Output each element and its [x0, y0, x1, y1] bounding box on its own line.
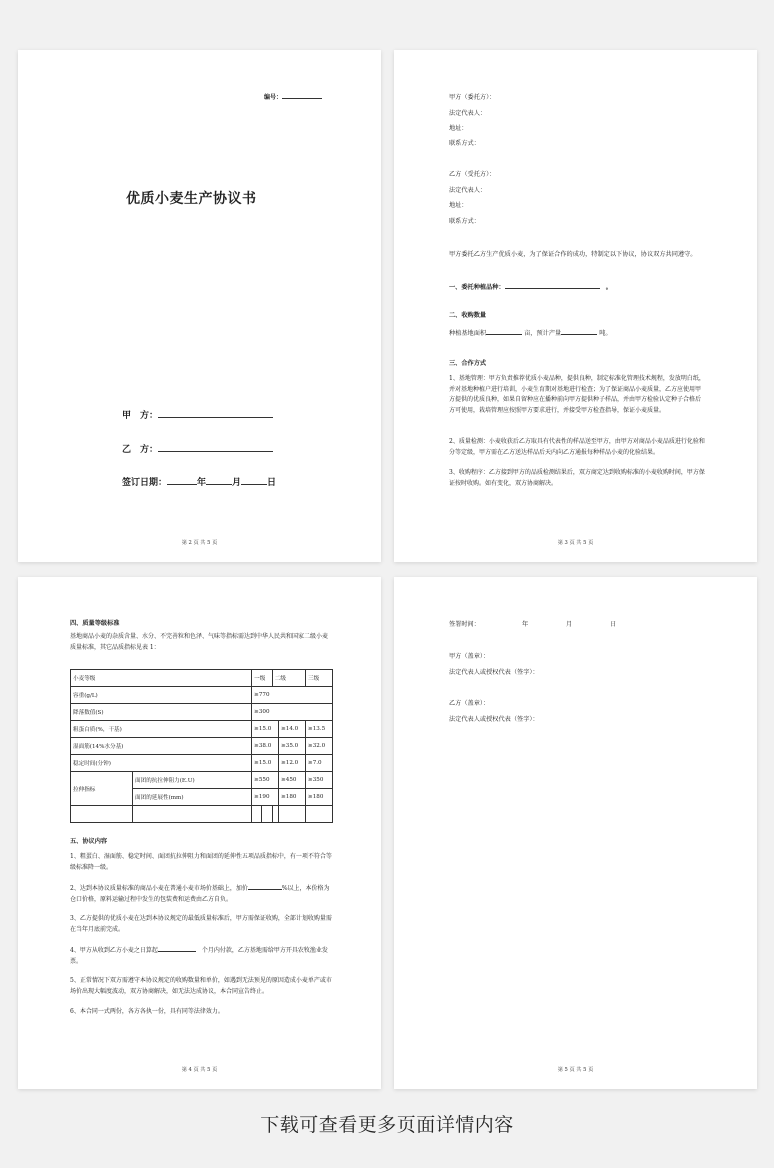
payment-text: 4、甲方从收到乙方小麦之日算起	[70, 947, 158, 954]
party-a-seal: 甲方（盖章）：	[449, 653, 490, 660]
day-blank	[241, 476, 267, 485]
table-cell	[133, 806, 252, 823]
table-cell: ≥190	[252, 789, 279, 806]
section-5-paragraph-3: 3、乙方提供的优质小麦在达到本协议规定的最低质量标准后，甲方需保证收购，全部计划收购量需在当年月底前完成。	[70, 915, 332, 933]
table-header-row	[71, 670, 333, 687]
intro-text: 甲方委托乙方生产优质小麦，为了保证合作的成功，特制定以下协议，协议双方共同遵守。	[449, 251, 697, 258]
table-cell: ≥350	[306, 772, 333, 789]
section-4-title: 四、质量等级标准	[70, 620, 120, 627]
section-1	[449, 282, 612, 292]
table-row	[71, 704, 333, 721]
section-3-paragraph-1: 1、基地管理：甲方负责推荐优质小麦品种，提供良种，制定标准化管理技术规程，发放明白纸，并对基地种植户进行培训，小麦生育期对基地进行检查；为了保证商品小麦质量，乙方应使用甲方提供的优质良种，如果自留种应在播种前向甲方提供种子样品，并由甲方检验认定种子合格后方可使用，栽培管理应按照甲方要求进行，并接受甲方检查指导，保证小麦质量。	[449, 375, 705, 414]
table-header-cell: 一级	[252, 670, 273, 687]
party-a-line-3: 地址：	[449, 125, 468, 132]
section-3-paragraph-3: 3、收购程序：乙方接到甲方的品质检测结果后，双方商定达到收购标准的小麦收购时间，甲方保证按时收购。如有变化，双方协商解决。	[449, 469, 705, 487]
section-2-title: 二、收购数量	[449, 312, 487, 319]
party-b-seal: 乙方（盖章）：	[449, 700, 490, 707]
table-cell	[306, 806, 333, 823]
table-cell: ≥180	[306, 789, 333, 806]
party-a-line-4: 联系方式：	[449, 140, 480, 147]
table-cell: ≥15.0	[252, 721, 279, 738]
party-a-blank	[158, 409, 273, 418]
table-cell: 面团的抗拉伸阻力(E.U)	[133, 772, 252, 789]
party-a-line-1: 甲方（委托方）：	[449, 94, 496, 101]
yield-label: 亩，预计产量	[524, 330, 562, 337]
table-row	[71, 687, 333, 704]
page-cover	[18, 50, 381, 562]
download-caption: 下载可查看更多页面详情内容	[260, 1114, 514, 1136]
table-cell: 湿面筋(14%水分基)	[71, 738, 252, 755]
table-row	[71, 806, 333, 823]
table-header-cell: 三级	[306, 670, 333, 687]
page-footer: 第 4 页 共 5 页	[181, 1067, 218, 1073]
table-cell: 降落数值(S)	[71, 704, 252, 721]
table-cell: ≥180	[279, 789, 306, 806]
party-a-label: 甲 方：	[122, 411, 159, 421]
table-cell: ≥300	[252, 704, 333, 721]
party-b-blank	[158, 443, 273, 452]
sign-month-label: 月	[566, 621, 573, 628]
table-cell: ≥550	[252, 772, 279, 789]
table-row	[71, 738, 333, 755]
table-cell: ≥7.0	[306, 755, 333, 772]
table-cell: ≥12.0	[279, 755, 306, 772]
section-5-paragraph-2	[70, 883, 332, 905]
section-3-paragraph-2: 2、质量检测：小麦收获后乙方取具有代表性的样品送至甲方，由甲方对商品小麦品质进行化验和分等定级，甲方需在乙方送达样品后天内向乙方通报每种样品小麦的化验结果。	[449, 438, 705, 456]
party-b-representative: 法定代表人或授权代表（签字）：	[449, 716, 539, 723]
page-footer: 第 2 页 共 5 页	[181, 540, 218, 546]
table-cell	[279, 806, 306, 823]
table-cell: ≥32.0	[306, 738, 333, 755]
table-row	[71, 721, 333, 738]
month-blank	[206, 476, 232, 485]
party-b-line-3: 地址：	[449, 202, 468, 209]
page-footer: 第 5 页 共 5 页	[557, 1067, 594, 1073]
party-b-label: 乙 方：	[122, 445, 159, 455]
section-1-end: 。	[605, 284, 612, 291]
section-5-title: 五、协议内容	[70, 838, 108, 845]
payment-blank	[158, 945, 196, 952]
document-title: 优质小麦生产协议书	[126, 191, 257, 207]
sign-date-field	[122, 475, 276, 488]
sign-date-label: 签订日期：	[122, 478, 168, 488]
table-cell: 稳定时间(分钟)	[71, 755, 252, 772]
party-a-field	[122, 408, 273, 421]
table-cell: ≥770	[252, 687, 333, 704]
page-standards	[18, 577, 381, 1089]
table-cell: 容重(g/L)	[71, 687, 252, 704]
table-cell: ≥35.0	[279, 738, 306, 755]
yield-unit: 吨。	[599, 330, 612, 337]
page-footer: 第 3 页 共 5 页	[557, 540, 594, 546]
table-cell	[262, 806, 272, 823]
payment-text-end: 个月内付款，乙方基地需给甲方开具农牧渔业发票。	[70, 947, 328, 965]
party-b-field	[122, 442, 273, 455]
section-5-paragraph-5: 5、正常情况下双方需遵守本协议规定的收购数量和单价，如遇到无法预见的原因造成小麦单产或市场价出现大幅度波动，双方协商解决，如无法达成协议，本合同宣告终止。	[70, 977, 332, 995]
party-b-line-2: 法定代表人：	[449, 187, 487, 194]
section-1-title: 一、委托种植品种：	[449, 284, 505, 291]
table-row	[71, 772, 333, 789]
section-5-paragraph-1: 1、粗蛋白、湿面筋、稳定时间、面团抗拉伸阻力和面团的延伸性五项品质指标中，有一项不符合等级标准降一级。	[70, 853, 332, 871]
number-blank	[282, 92, 322, 99]
table-cell: 面团的延展性(mm)	[133, 789, 252, 806]
number-label: 编号：	[264, 94, 283, 101]
year-blank	[167, 476, 197, 485]
year-label: 年	[197, 478, 207, 488]
sign-day-label: 日	[610, 621, 617, 628]
sign-year-label: 年	[522, 621, 529, 628]
markup-text-end: %以上，本价格为仓口价格，原料运输过程中发生的包装费和运费由乙方自负。	[70, 885, 330, 903]
variety-blank	[505, 282, 600, 289]
table-cell: ≥38.0	[252, 738, 279, 755]
table-cell: ≥15.0	[252, 755, 279, 772]
yield-blank	[561, 328, 597, 335]
page-signatures	[394, 577, 757, 1089]
area-label: 种植基地面积	[449, 330, 487, 337]
table-cell	[252, 806, 262, 823]
quality-table	[70, 669, 333, 823]
table-cell: ≥13.5	[306, 721, 333, 738]
sign-date-label: 签署时间：	[449, 621, 480, 628]
table-cell: 拉伸指标	[71, 772, 133, 806]
party-b-line-4: 联系方式：	[449, 218, 480, 225]
section-5-paragraph-6: 6、本合同一式两份，各方各执一份，具有同等法律效力。	[70, 1008, 224, 1015]
party-a-representative: 法定代表人或授权代表（签字）：	[449, 669, 539, 676]
table-cell: ≥450	[279, 772, 306, 789]
page-parties	[394, 50, 757, 562]
party-a-line-2: 法定代表人：	[449, 110, 487, 117]
table-cell	[71, 806, 133, 823]
table-row	[71, 755, 333, 772]
table-header-cell: 二级	[272, 670, 305, 687]
section-5-paragraph-4	[70, 945, 332, 967]
section-3-title: 三、合作方式	[449, 360, 487, 367]
day-label: 日	[267, 478, 277, 488]
section-4-intro: 基地商品小麦的杂质含量、水分、不完善粒和色泽、气味等指标需达到中华人民共和国家二级小麦质量标准，其它品质指标见表 1：	[70, 633, 329, 651]
area-blank	[486, 328, 522, 335]
party-b-line-1: 乙方（受托方）：	[449, 171, 496, 178]
section-2-line	[449, 328, 612, 338]
table-cell: ≥14.0	[279, 721, 306, 738]
table-header-cell: 小麦等级	[71, 670, 252, 687]
table-cell: 粗蛋白质(%，干基)	[71, 721, 252, 738]
markup-blank	[248, 883, 282, 890]
number-field	[264, 92, 322, 102]
markup-text: 2、达到本协议质量标准的商品小麦在普通小麦市场价基础上，加价	[70, 885, 248, 892]
month-label: 月	[232, 478, 242, 488]
